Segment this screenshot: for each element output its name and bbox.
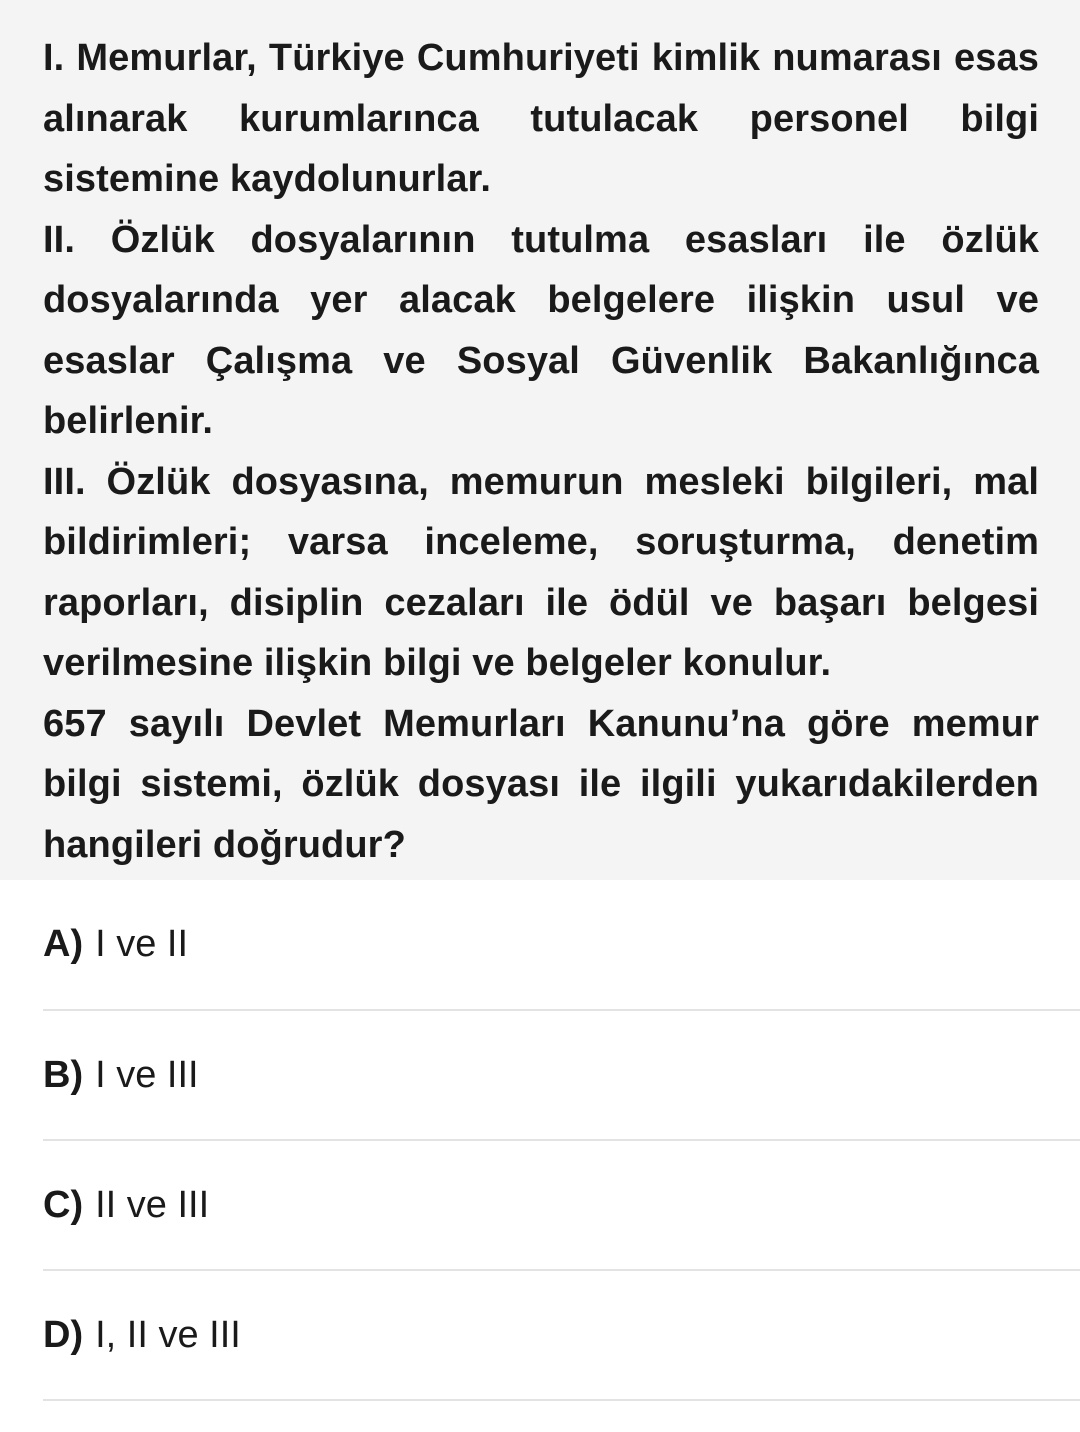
option-letter: A)	[43, 923, 84, 965]
answer-options	[0, 880, 1080, 1401]
option-text: I ve II	[95, 923, 189, 965]
statement-1: I. Memurlar, Türkiye Cumhuriyeti kimlik numarası esas alınarak kurumlarınca tutulacak personel bilgi sistemine kaydolunurlar.	[43, 37, 1039, 200]
statement-2: II. Özlük dosyalarının tutulma esasları ile özlük dosyalarında yer alacak belgelere ilişkin usul ve esaslar Çalışma ve Sosyal Güvenlik Bakanlığınca belirlenir.	[43, 218, 1039, 442]
statement-3: III. Özlük dosyasına, memurun mesleki bilgileri, mal bildirimleri; varsa inceleme, soruşturma, denetim raporları, disiplin cezaları ile ödül ve başarı belgesi verilmesine ilişkin bilgi ve belgeler konulur.	[43, 460, 1039, 684]
option-text: I ve III	[95, 1053, 199, 1096]
option-a[interactable]	[43, 880, 1080, 1011]
option-letter: B)	[43, 1053, 84, 1096]
option-b[interactable]	[43, 1011, 1080, 1141]
option-c[interactable]	[43, 1141, 1080, 1271]
option-text: II ve III	[95, 1183, 210, 1226]
option-text: I, II ve III	[95, 1313, 241, 1356]
option-letter: D)	[43, 1313, 84, 1356]
option-letter: C)	[43, 1183, 84, 1226]
question-prompt: 657 sayılı Devlet Memurları Kanunu’na göre memur bilgi sistemi, özlük dosyası ile ilgili yukarıdakilerden hangileri doğrudur?	[43, 702, 1039, 866]
option-d[interactable]	[43, 1271, 1080, 1401]
